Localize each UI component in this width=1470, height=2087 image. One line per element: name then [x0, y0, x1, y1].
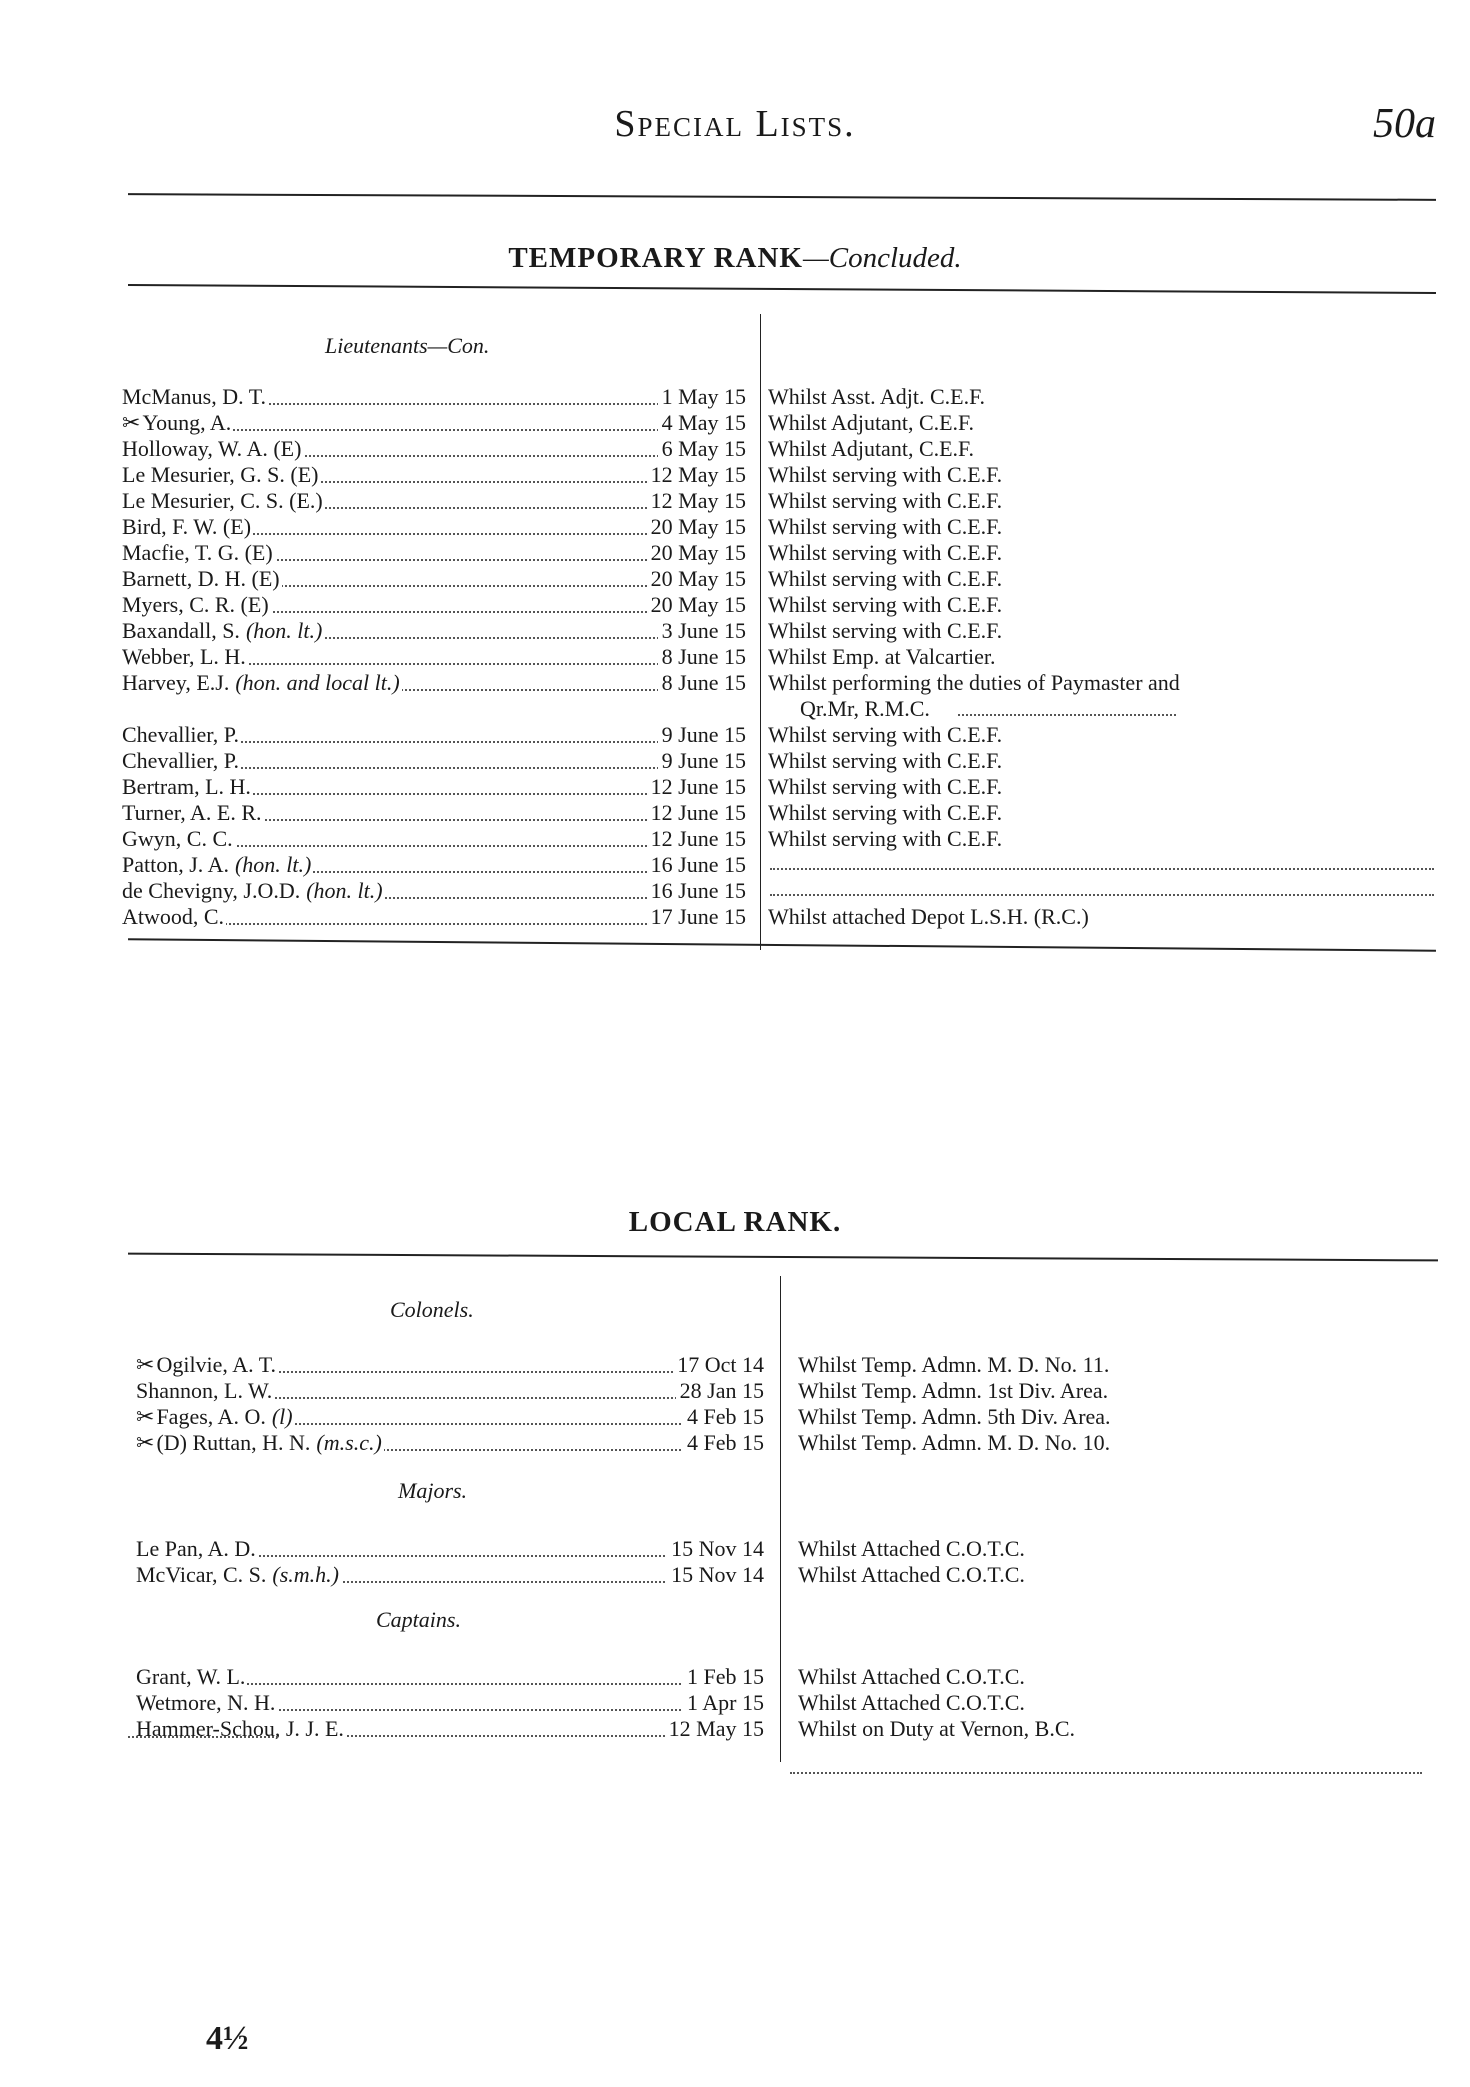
entry-name: Grant, W. L. — [136, 1664, 246, 1689]
entry-date: 28 Jan 15 — [676, 1378, 764, 1404]
entry-name-group — [122, 592, 271, 617]
entry-name: Wetmore, N. H. — [136, 1690, 276, 1715]
entry-note: Whilst Attached C.O.T.C. — [798, 1664, 1025, 1689]
entry-note: Whilst serving with C.E.F. — [768, 514, 1003, 539]
list-item — [136, 1404, 764, 1430]
entry-date: 12 June 15 — [647, 826, 746, 852]
entry-name-cell — [122, 592, 271, 618]
entry-note: Whilst serving with C.E.F. — [768, 618, 1003, 643]
entry-name-cell — [122, 878, 385, 904]
entry-note: Whilst serving with C.E.F. — [768, 722, 1003, 747]
entry-name-group — [122, 488, 325, 513]
entry-date: 12 June 15 — [647, 774, 746, 800]
entry-name-cell — [122, 800, 264, 826]
list-item — [136, 1378, 764, 1404]
entry-date: 9 June 15 — [658, 748, 746, 774]
list-item — [122, 904, 746, 930]
entry-note: Whilst Attached C.O.T.C. — [798, 1536, 1025, 1561]
entry-date: 20 May 15 — [647, 592, 746, 618]
entry-date: 20 May 15 — [647, 540, 746, 566]
entry-name: McVicar, C. S. — [136, 1562, 267, 1587]
list-item — [136, 1352, 764, 1378]
entry-date: 17 Oct 14 — [673, 1352, 764, 1378]
entry-name-cell — [136, 1716, 346, 1742]
note-dots-patton — [770, 868, 1434, 870]
entry-note: Whilst Asst. Adjt. C.E.F. — [768, 384, 986, 409]
entry-note: Whilst serving with C.E.F. — [768, 488, 1003, 513]
entry-name: Bertram, L. H. — [122, 774, 251, 799]
entry-date: 16 June 15 — [647, 852, 746, 878]
entry-note: Whilst serving with C.E.F. — [768, 800, 1003, 825]
entry-date: 1 Apr 15 — [683, 1690, 764, 1716]
list-item — [122, 826, 746, 852]
entry-name: Le Mesurier, G. S. (E) — [122, 462, 319, 487]
list-item — [122, 384, 746, 410]
entry-date: 20 May 15 — [647, 514, 746, 540]
entry-name-group — [122, 462, 320, 487]
entry-name: Hammer-Schou, J. J. E. — [136, 1716, 344, 1741]
list-item — [122, 722, 746, 748]
entry-date: 4 May 15 — [658, 410, 746, 436]
entry-date: 8 June 15 — [658, 670, 746, 696]
entry-name: de Chevigny, J.O.D. — [122, 878, 301, 903]
entry-name-cell — [136, 1562, 341, 1588]
entry-name-cell — [122, 722, 241, 748]
entry-note: Whilst serving with C.E.F. — [768, 462, 1003, 487]
group-label-colonels: Colonels. — [390, 1297, 474, 1322]
entry-note: Whilst Emp. at Valcartier. — [768, 644, 996, 669]
entry-name-cell — [122, 566, 282, 592]
entry-name: Shannon, L. W. — [136, 1378, 273, 1403]
entry-date: 20 May 15 — [647, 566, 746, 592]
list-item — [122, 566, 746, 592]
entry-name-group — [122, 852, 313, 877]
entry-note: Whilst Adjutant, C.E.F. — [768, 436, 975, 461]
entry-name: Patton, J. A. — [122, 852, 229, 877]
group-label-lieutenants: Lieutenants—Con. — [325, 333, 490, 358]
list-item — [122, 436, 746, 462]
entry-name: Turner, A. E. R. — [122, 800, 262, 825]
entry-name: Atwood, C. — [122, 904, 225, 929]
entry-name-group — [122, 748, 241, 773]
entry-name: Young, A. — [142, 410, 232, 435]
entry-name: Holloway, W. A. (E) — [122, 436, 302, 461]
local-rank-bottom-dots — [790, 1772, 1422, 1774]
list-item — [136, 1536, 764, 1562]
entry-name-group — [122, 904, 226, 929]
entry-note: Whilst Temp. Admn. M. D. No. 10. — [798, 1430, 1111, 1455]
page-title — [0, 102, 1470, 146]
scissors-icon: ✂ — [136, 1352, 155, 1377]
list-item — [122, 878, 746, 904]
page-title-text: Special Lists. — [614, 103, 856, 145]
entry-note: Whilst Attached C.O.T.C. — [798, 1690, 1025, 1715]
list-item — [122, 800, 746, 826]
entry-name-group — [122, 410, 233, 435]
entry-note: Whilst attached Depot L.S.H. (R.C.) — [768, 904, 1089, 929]
scissors-icon: ✂ — [136, 1430, 155, 1455]
list-item — [122, 774, 746, 800]
entry-date: 6 May 15 — [658, 436, 746, 462]
entry-name: Le Mesurier, C. S. (E.) — [122, 488, 323, 513]
entry-note: Whilst serving with C.E.F. — [768, 566, 1003, 591]
entry-name: Bird, F. W. (E) — [122, 514, 252, 539]
entry-qualifier: (hon. lt.) — [245, 618, 323, 643]
local-rank-top-rule — [128, 1253, 1438, 1262]
entry-qualifier: (hon. lt.) — [306, 878, 383, 903]
group-label-captains: Captains. — [376, 1607, 461, 1632]
scissors-icon: ✂ — [122, 410, 141, 435]
list-item — [122, 410, 746, 436]
entry-name-cell — [122, 904, 226, 930]
entry-date: 16 June 15 — [647, 878, 746, 904]
entry-date: 15 Nov 14 — [667, 1536, 764, 1562]
entry-name-cell — [122, 852, 313, 878]
entry-name-cell — [122, 618, 324, 644]
entry-date: 12 May 15 — [647, 488, 746, 514]
list-item — [122, 852, 746, 878]
entry-qualifier: (hon. lt.) — [234, 852, 312, 877]
entry-name: Ogilvie, A. T. — [156, 1352, 277, 1377]
entry-name-group — [136, 1536, 258, 1561]
list-item — [122, 748, 746, 774]
entry-name-cell — [122, 514, 253, 540]
temporary-rank-suffix: —Concluded. — [802, 242, 962, 274]
entry-name-group — [122, 436, 303, 461]
entry-date: 4 Feb 15 — [683, 1404, 764, 1430]
page-number: 50a — [1373, 101, 1436, 147]
entry-name: (D) Ruttan, H. N. — [156, 1430, 311, 1455]
group-label-majors: Majors. — [398, 1478, 468, 1503]
entry-note: Whilst serving with C.E.F. — [768, 774, 1003, 799]
entry-name: Chevallier, P. — [122, 722, 240, 747]
entry-name: Fages, A. O. — [156, 1404, 266, 1429]
entry-name-group — [122, 540, 275, 565]
entry-name-cell — [136, 1536, 258, 1562]
entry-name-group — [122, 644, 248, 669]
entry-note: Whilst Attached C.O.T.C. — [798, 1562, 1025, 1587]
entry-name: Barnett, D. H. (E) — [122, 566, 280, 591]
entry-name-cell — [122, 540, 275, 566]
local-rank-column-divider — [780, 1276, 781, 1762]
list-item — [122, 670, 746, 696]
entry-date: 12 May 15 — [647, 462, 746, 488]
entry-name-cell — [136, 1404, 295, 1430]
entry-name: Gwyn, C. C. — [122, 826, 233, 851]
entry-note: Whilst on Duty at Vernon, B.C. — [798, 1716, 1076, 1741]
list-item — [136, 1664, 764, 1690]
entry-name: Myers, C. R. (E) — [122, 592, 269, 617]
entry-name-cell — [122, 462, 320, 488]
entry-name-cell — [122, 670, 402, 696]
list-item — [136, 1716, 764, 1742]
entry-name-group — [136, 1664, 247, 1689]
entry-date: 15 Nov 14 — [667, 1562, 764, 1588]
list-item — [122, 592, 746, 618]
entry-name-group — [136, 1378, 274, 1403]
entry-name-cell — [136, 1430, 384, 1456]
entry-note: Whilst performing the duties of Paymaster and — [768, 670, 1180, 695]
list-item — [136, 1562, 764, 1588]
entry-qualifier: (hon. and local lt.) — [235, 670, 400, 695]
temporary-rank-heading — [0, 242, 1470, 275]
entry-name-cell — [122, 644, 248, 670]
temporary-rank-top-rule — [128, 284, 1436, 294]
entry-date: 9 June 15 — [658, 722, 746, 748]
entry-name-cell — [136, 1378, 274, 1404]
entry-name-cell — [122, 384, 268, 410]
entry-name-cell — [122, 826, 235, 852]
continuation-dots — [958, 714, 1176, 716]
entry-name-cell — [122, 774, 253, 800]
entry-date: 3 June 15 — [658, 618, 746, 644]
entry-name: Harvey, E.J. — [122, 670, 230, 695]
entry-name: Chevallier, P. — [122, 748, 240, 773]
entry-date: 17 June 15 — [647, 904, 746, 930]
entry-qualifier: (l) — [271, 1404, 293, 1429]
entry-name-cell — [122, 436, 303, 462]
entry-name-group — [122, 722, 241, 747]
entry-name: Le Pan, A. D. — [136, 1536, 256, 1561]
entry-name-cell — [122, 488, 325, 514]
temporary-rank-bottom-rule — [128, 938, 1436, 951]
entry-name-group — [122, 618, 324, 643]
entry-note: Whilst serving with C.E.F. — [768, 826, 1003, 851]
entry-name: Baxandall, S. — [122, 618, 240, 643]
entry-qualifier: (s.m.h.) — [272, 1562, 339, 1587]
entry-date: 1 Feb 15 — [683, 1664, 764, 1690]
header-rule — [128, 193, 1436, 201]
entry-name-group — [122, 514, 253, 539]
entry-name-group — [122, 670, 402, 695]
entry-name-group — [136, 1562, 341, 1587]
note-dots-de-chevigny — [770, 894, 1434, 896]
entry-name-cell — [136, 1690, 277, 1716]
entry-note: Whilst Adjutant, C.E.F. — [768, 410, 975, 435]
entry-name-group — [136, 1404, 295, 1429]
signature-mark: 4½ — [206, 2020, 249, 2057]
continuation-note: Qr.Mr, R.M.C. — [800, 696, 930, 721]
entry-name-group — [122, 800, 264, 825]
entry-name-cell — [122, 410, 233, 436]
entry-name-group — [136, 1690, 277, 1715]
list-item — [122, 618, 746, 644]
scissors-icon: ✂ — [136, 1404, 155, 1429]
temporary-rank-column-divider — [760, 314, 761, 950]
entry-note: Whilst serving with C.E.F. — [768, 748, 1003, 773]
entry-name-group — [122, 826, 235, 851]
entry-name-group — [136, 1430, 384, 1455]
entry-name: Webber, L. H. — [122, 644, 246, 669]
entry-name: Macfie, T. G. (E) — [122, 540, 273, 565]
entry-name-group — [122, 384, 268, 409]
entry-date: 12 June 15 — [647, 800, 746, 826]
list-item — [122, 644, 746, 670]
local-rank-heading: LOCAL RANK. — [628, 1206, 842, 1238]
entry-qualifier: (m.s.c.) — [316, 1430, 382, 1455]
entry-date: 4 Feb 15 — [683, 1430, 764, 1456]
local-rank-left-dots — [128, 1736, 278, 1738]
entry-name-cell — [136, 1352, 278, 1378]
list-item — [136, 1690, 764, 1716]
entry-note: Whilst serving with C.E.F. — [768, 540, 1003, 565]
entry-date: 8 June 15 — [658, 644, 746, 670]
entry-name-group — [122, 878, 385, 903]
list-item — [122, 540, 746, 566]
entry-note: Whilst Temp. Admn. M. D. No. 11. — [798, 1352, 1110, 1377]
entry-name-group — [136, 1352, 278, 1377]
entry-name-cell — [122, 748, 241, 774]
entry-name-cell — [136, 1664, 247, 1690]
temporary-rank-title: TEMPORARY RANK — [508, 242, 803, 274]
list-item — [136, 1430, 764, 1456]
entry-note: Whilst Temp. Admn. 5th Div. Area. — [798, 1404, 1111, 1429]
list-item — [122, 488, 746, 514]
entry-name-group — [122, 774, 253, 799]
list-item — [122, 462, 746, 488]
entry-name: McManus, D. T. — [122, 384, 267, 409]
entry-date: 1 May 15 — [658, 384, 746, 410]
list-item — [122, 514, 746, 540]
entry-note: Whilst serving with C.E.F. — [768, 592, 1003, 617]
entry-date: 12 May 15 — [665, 1716, 764, 1742]
entry-note: Whilst Temp. Admn. 1st Div. Area. — [798, 1378, 1109, 1403]
entry-name-group — [122, 566, 282, 591]
